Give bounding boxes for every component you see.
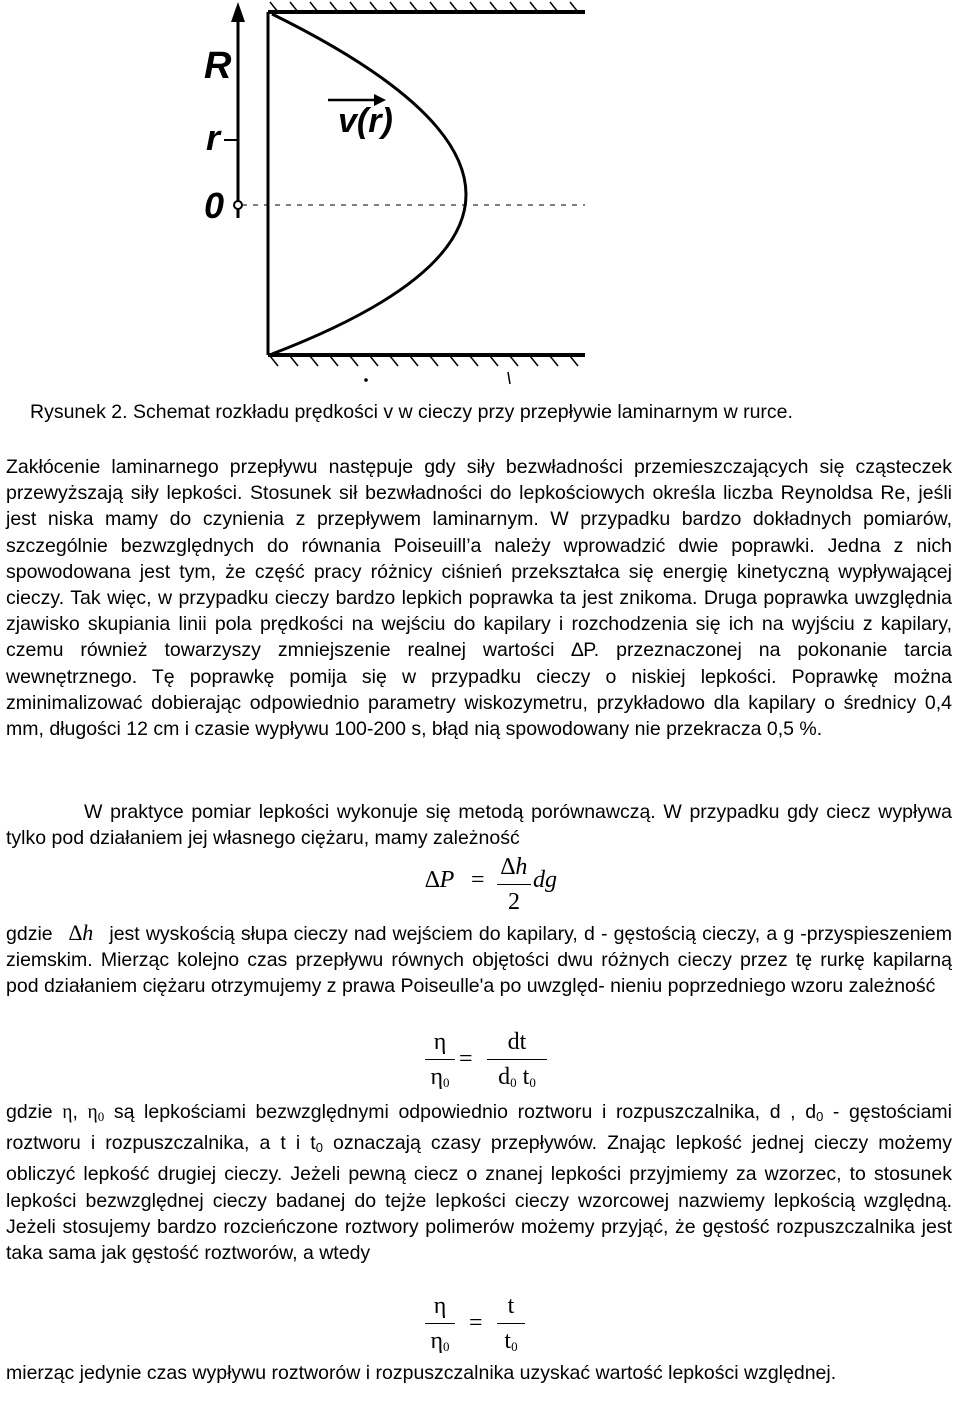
eq3-left-num: η: [433, 1293, 447, 1319]
word-gdzie: gdzie: [6, 923, 53, 945]
eq3-right-den: $t_0$: [504, 1328, 518, 1354]
eq1-numerator: ∆h: [500, 854, 528, 880]
equation-1: [425, 853, 605, 915]
eq2-right-fraction: [487, 1028, 547, 1097]
origin-dot: [234, 201, 242, 209]
paragraph-3-text: jest wyskością słupa cieczy nad wejściem do kapilary, d - gęstością cieczy, a g -przyspieszeniem ziemskim. Mierząc kolejno czas przepływu równych objętości dwu różnych cieczy przez tę rurkę kapilarną pod działaniem ciężaru otrzymujemy z prawa Poiseulle'a po uwzględ- nieniu poprzedniego wzoru zależność: [6, 923, 953, 998]
equation-2: [425, 1028, 575, 1098]
paragraph-3: [6, 920, 952, 1000]
eq2-right-num: dt: [507, 1029, 527, 1055]
scan-mark-2: [508, 372, 510, 384]
eq2-right-den: $d_0$ $t_0$: [498, 1064, 536, 1090]
eq2-equals: =: [459, 1046, 473, 1072]
figure-caption: Rysunek 2. Schemat rozkładu prędkości v w cieczy przy przepływie laminarnym w rurce.: [30, 401, 793, 423]
eq3-left-fraction: [425, 1292, 455, 1361]
eq2-right-bar: [487, 1059, 547, 1060]
paragraph-1: Zakłócenie laminarnego przepływu następuje gdy siły bezwładności przemieszczających się cząsteczek przewyższają siły lepkości. Stosunek sił bezwładności do lepkościowych określa liczba Reynoldsa Re, jeśli jest niska mamy do czynienia z przepływem laminarnym. W przypadku bardzo dokładnych pomiarów, szczególnie bezwzględnych do równania Poiseuill’a należy wprowadzić dwie poprawki. Jedna z nich spowodowana jest tym, że część pracy różnicy ciśnień przekształca się energię kinetyczną wypływającej cieczy. Tak więc, w przypadku cieczy bardzo lepkich poprawka ta jest znikoma. Druga poprawka uwzględnia zjawisko skupiania linii pola prędkości na wejściu do kapilary i rozchodzenia się ich na wyjściu z kapilary, czemu również towarzyszy zmniejszenie realnej wartości ∆P. przeznaczonej na pokonanie tarcia wewnętrznego. Tę poprawkę pomija się w przypadku cieczy o niskiej lepkości. Poprawkę można zminimalizować dobierając odpowiednio parametry wiskozymetru, przykładowo dla kapilary o średnicy 0,4 mm, długości 12 cm i czasie wypływu 100-200 s, błąd nią spowodowany nie przekracza 0,5 %.: [6, 456, 952, 741]
scan-mark: [364, 378, 368, 382]
eq2-left-bar: [425, 1059, 455, 1060]
eta0-symbol: $\eta_0$: [87, 1102, 105, 1124]
eq1-fraction: [497, 853, 531, 916]
eq1-lhs: ∆P: [425, 867, 455, 893]
paragraph-final: mierząc jedynie czas wypływu roztworów i rozpuszczalnika uzyskać wartość lepkości względnej.: [6, 1362, 837, 1384]
eq1-tail: dg: [533, 867, 557, 893]
eq3-right-num: t: [507, 1293, 515, 1319]
parabolic-profile: [272, 14, 466, 354]
velocity-profile-figure: [190, 0, 590, 390]
eq1-fraction-bar: [497, 884, 531, 885]
inline-delta-h: ∆h: [68, 920, 94, 945]
eq2-left-den: $\eta_0$: [430, 1064, 450, 1090]
label-R: R: [204, 45, 232, 87]
paragraph-2: W praktyce pomiar lepkości wykonuje się metodą porównawczą. W przypadku gdy ciecz wypływa tylko pod działaniem jej własnego ciężaru, mamy zależność: [6, 801, 952, 850]
eq3-left-den: $\eta_0$: [430, 1328, 450, 1354]
eq1-equals: =: [471, 867, 485, 893]
eq3-right-bar: [497, 1323, 525, 1324]
eta-symbol: η: [62, 1102, 73, 1123]
label-origin: 0: [204, 185, 225, 226]
eq3-left-bar: [425, 1323, 455, 1324]
eq3-right-fraction: [497, 1292, 525, 1361]
eq2-left-fraction: [425, 1028, 455, 1097]
equation-3: [425, 1292, 545, 1362]
paragraph-4: gdzie η, $\eta_0$ są lepkościami bezwzględnymi odpowiednio roztworu i rozpuszczalnika, d , $d_0$ - gęstościami roztworu i rozpuszczalnika, a t i $t_0$ oznaczają czasy przepływów. Znając lepkość jednej cieczy możemy obliczyć lepkość drugiej cieczy. Jeżeli pewną ciecz o znanej lepkości przyjmiemy za wzorzec, to stosunek lepkości bezwzględnej cieczy badanej do tejże lepkości cieczy wzorcowej nazwiemy lepkością względną. Jeżeli stosujemy bardzo rozcieńczone roztwory polimerów możemy przyjąć, że gęstość rozpuszczalnika jest taka sama jak gęstość roztworów, a wtedy: [6, 1101, 952, 1265]
wall-hatching: [270, 2, 578, 366]
label-v-r: v(r): [338, 102, 393, 140]
r-axis-arrow: [231, 2, 245, 22]
eq2-left-num: η: [433, 1029, 447, 1055]
eq3-equals: =: [469, 1310, 483, 1336]
label-r: r: [206, 117, 221, 158]
eq1-denominator: 2: [508, 889, 520, 915]
